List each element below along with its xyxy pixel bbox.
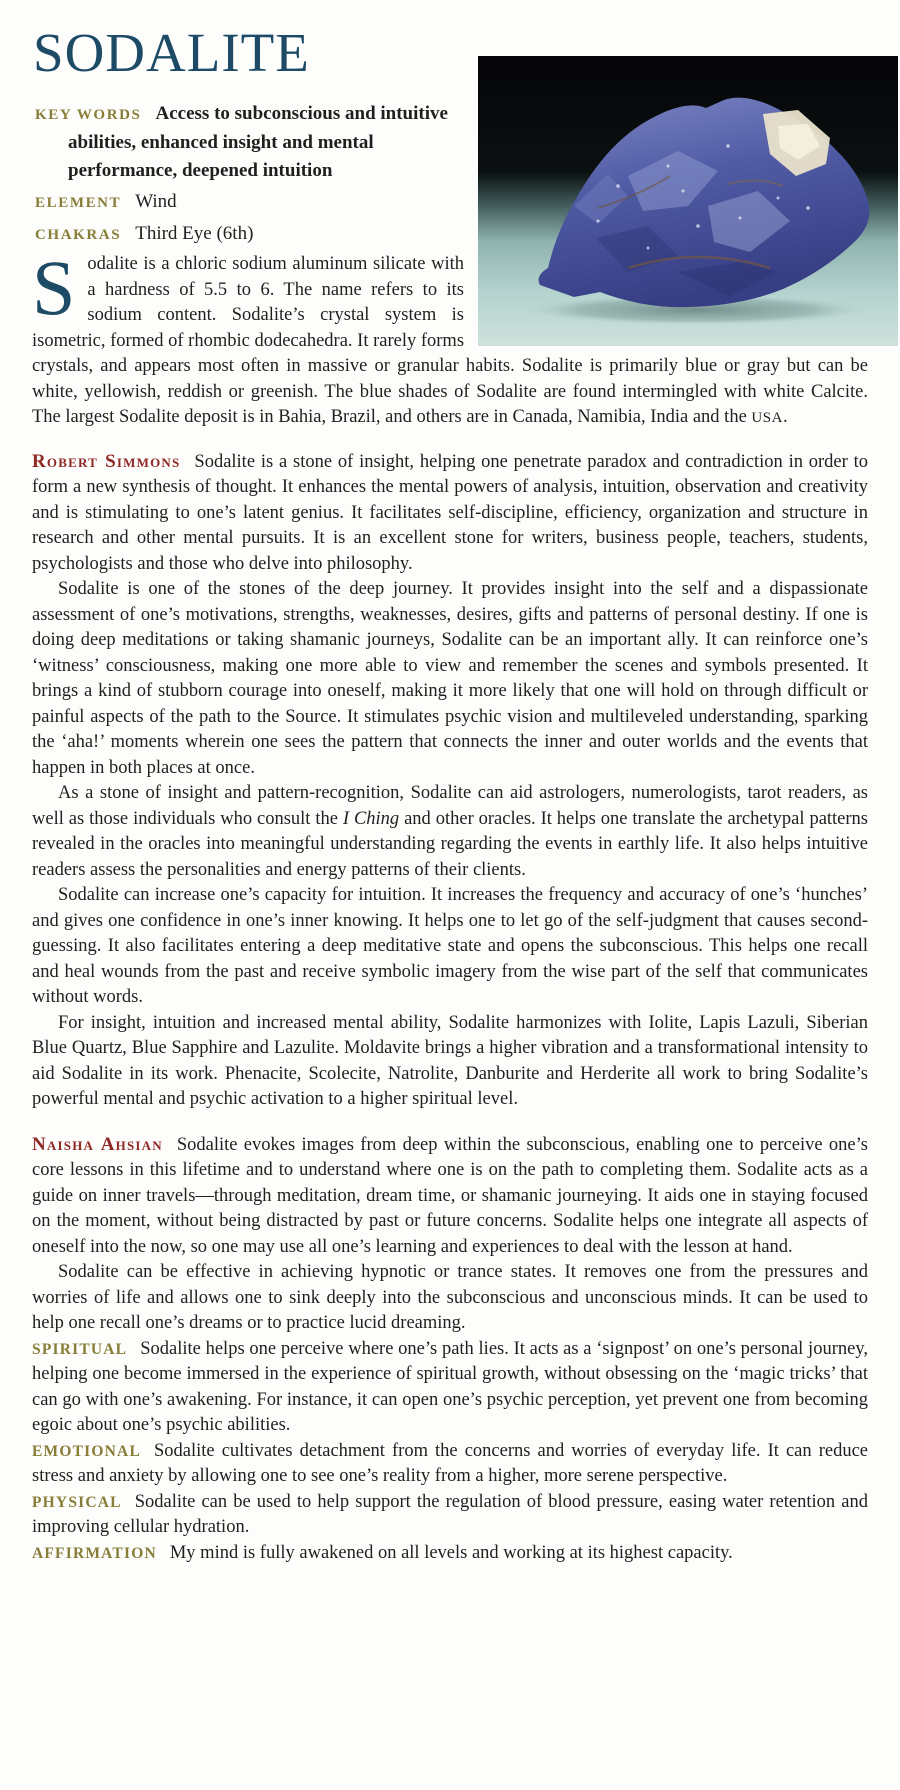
affirmation-text: My mind is fully awakened on all levels and working at its highest capacity.: [169, 1542, 733, 1563]
physical-text: Sodalite can be used to help support the regulation of blood pressure, easing water retention and improving cellular hydration.: [32, 1491, 868, 1537]
drop-cap: S: [32, 244, 76, 331]
intro-text-end: .: [782, 407, 788, 427]
key-words-label: KEY WORDS: [35, 107, 142, 123]
sodalite-photo: [478, 56, 898, 346]
subsection-emotional: [32, 1439, 868, 1490]
usa-smallcaps: USA: [751, 410, 783, 426]
key-words-value: Access to subconscious and intuitive abilities, enhanced insight and mental performance, deepened intuition: [68, 103, 448, 181]
element-label: ELEMENT: [35, 195, 122, 211]
section-robert-simmons: [32, 449, 868, 1113]
property-chakras: [35, 220, 467, 249]
chakras-value: Third Eye (6th): [135, 223, 254, 244]
physical-label: PHYSICAL: [32, 1493, 122, 1511]
subsection-spiritual: [32, 1337, 868, 1439]
ahsian-p1-text: Sodalite evokes images from deep within the subconscious, enabling one to perceive one’s core lessons in this lifetime and to understand where one is on the path to completing them. Sodalite acts as a guide on inner travels—through meditation, dream time, or shamanic journeying. It aids one in staying focused on the moment, without being distracted by past or future concerns. Sodalite helps one integrate all aspects of oneself into the now, so one may use all one’s learning and experiences to deal with the lesson at hand.: [32, 1134, 868, 1257]
affirmation-label: AFFIRMATION: [32, 1544, 157, 1562]
property-element: [35, 188, 467, 217]
spiritual-text: Sodalite helps one perceive where one’s path lies. It acts as a ‘signpost’ on one’s personal journey, helping one become immersed in the experience of spiritual growth, without obsessing on the ‘magic tricks’ that can go with one’s awakening. For instance, it can open one’s psychic perception, yet prevent one from becoming egoic about one’s psychic abilities.: [32, 1338, 868, 1435]
sodalite-photo-illustration: [478, 56, 898, 346]
simmons-paragraph-5: For insight, intuition and increased mental ability, Sodalite harmonizes with Iolite, Lapis Lazuli, Siberian Blue Quartz, Blue Sapphire and Lazulite. Moldavite brings a higher vibration and a transformational intensity to aid Sodalite in its work. Phenacite, Scolecite, Natrolite, Danburite and Herderite all work to bring Sodalite’s powerful mental and psychic activation to a higher spiritual level.: [32, 1012, 868, 1109]
simmons-paragraph-2: Sodalite is one of the stones of the deep journey. It provides insight into the self and a dispassionate assessment of one’s motivations, strengths, weaknesses, desires, gifts and patterns of personal destiny. If one is doing deep meditations or taking shamanic journeys, Sodalite can be an important ally. It can reinforce one’s ‘witness’ consciousness, making one more able to view and remember the scenes and symbols presented. It brings a kind of stubborn courage into oneself, making it more likely that one will hold on through difficult or painful aspects of the path to the Source. It stimulates psychic vision and multileveled understanding, sparking the ‘aha!’ moments wherein one sees the pattern that connects the inner and outer worlds and the events that happen in both places at once.: [32, 579, 868, 778]
simmons-p3-text-end: and other oracles. It helps one translate the archetypal patterns revealed in the oracles into meaningful understanding regarding the events in earthly life. It also helps intuitive readers assess the personalities and energy patterns of their clients.: [32, 808, 869, 880]
simmons-paragraph-3: [32, 781, 868, 883]
page-title: SODALITE: [33, 22, 310, 83]
simmons-paragraph-1: [32, 449, 868, 578]
i-ching-italic: I Ching: [342, 808, 400, 829]
subsection-physical: [32, 1490, 868, 1541]
property-key-words: [35, 100, 467, 185]
emotional-label: EMOTIONAL: [32, 1442, 141, 1460]
author-naisha-ahsian: Naisha Ahsian: [32, 1133, 163, 1155]
ahsian-paragraph-1: [32, 1132, 868, 1261]
chakras-label: CHAKRAS: [35, 227, 122, 243]
simmons-p1-text: Sodalite is a stone of insight, helping one penetrate paradox and contradiction in order to form a new synthesis of thought. It enhances the mental powers of analysis, intuition, observation and creativity and is stimulating to one’s latent genius. It facilitates self-discipline, efficiency, organization and structure in research and other mental pursuits. It is an excellent stone for writers, business people, teachers, students, psychologists and those who delve into philosophy.: [32, 451, 868, 574]
ahsian-paragraph-2: Sodalite can be effective in achieving hypnotic or trance states. It removes one from the pressures and worries of life and allows one to sink deeply into the subconscious and unconscious minds. It can be used to help one recall one’s dreams or to practice lucid dreaming.: [32, 1262, 868, 1333]
emotional-text: Sodalite cultivates detachment from the concerns and worries of everyday life. It can reduce stress and anxiety by allowing one to see one’s reality from a higher, more serene perspective.: [32, 1440, 868, 1486]
simmons-p3-text: As a stone of insight and pattern-recognition, Sodalite can aid astrologers, numerologists, tarot readers, as well as those individuals who consult the: [32, 783, 868, 829]
spiritual-label: SPIRITUAL: [32, 1340, 128, 1358]
author-robert-simmons: Robert Simmons: [32, 450, 181, 472]
section-naisha-ahsian: [32, 1132, 868, 1567]
element-value: Wind: [135, 191, 177, 212]
property-list: [35, 100, 467, 249]
simmons-paragraph-4: Sodalite can increase one’s capacity for intuition. It increases the frequency and accuracy of one’s ‘hunches’ and gives one confidence in one’s inner knowing. It helps one to let go of the self-judgment that causes second-guessing. It also facilitates entering a deep meditative state and opens the subconscious. This helps one recall and heal wounds from the past and receive symbolic imagery from the wise part of the self that communicates without words.: [32, 885, 868, 1007]
body-text: [32, 244, 869, 1566]
subsection-affirmation: [32, 1541, 868, 1567]
intro-text: odalite is a chloric sodium aluminum silicate with a hardness of 5.5 to 6. The name refers to its sodium content. Sodalite’s crystal system is isometric, formed of rhombic dodecahedra. It rarely forms crystals, and appears most often in massive or granular habits. Sodalite is primarily blue or gray but can be white, yellowish, reddish or greenish. The blue shades of Sodalite are found intermingled with white Calcite. The largest Sodalite deposit is in Bahia, Brazil, and others are in Canada, Namibia, India and the: [32, 254, 868, 427]
